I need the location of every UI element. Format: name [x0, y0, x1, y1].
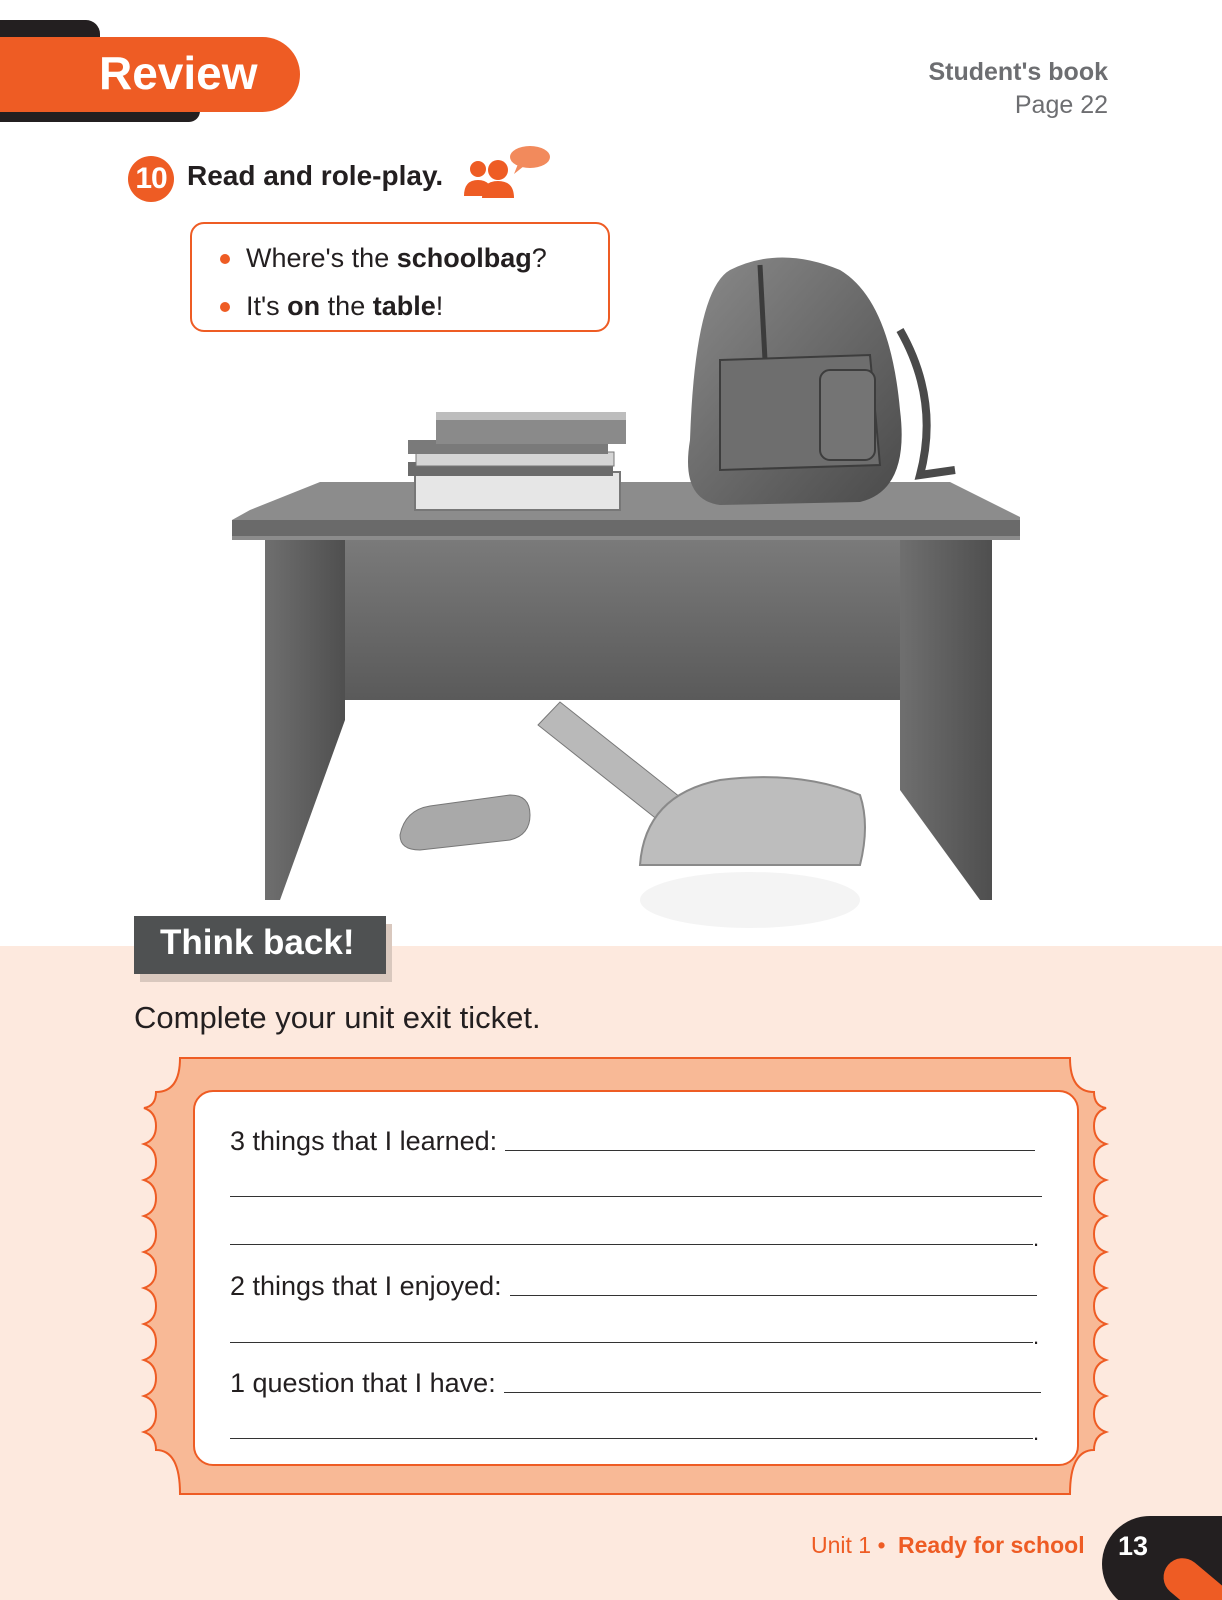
classroom-objects-photo: [220, 250, 1020, 970]
role-play-icon: [462, 144, 552, 200]
schoolbag: [688, 258, 955, 506]
ticket-row-enjoyed: [230, 1271, 1037, 1302]
answer-line-enjoyed-1[interactable]: [510, 1294, 1037, 1296]
book-label: Student's book: [928, 58, 1108, 86]
section-title: Review: [99, 47, 258, 99]
think-back-instruction: Complete your unit exit ticket.: [134, 1000, 541, 1035]
prompt-question: 1 question that I have:: [230, 1368, 496, 1398]
answer-line-question-1[interactable]: [504, 1391, 1041, 1393]
books: [408, 412, 626, 510]
footer-unit: Unit 1 •: [811, 1532, 886, 1558]
think-back-heading: Think back!: [134, 916, 386, 974]
footer-unit-title: Ready for school: [898, 1532, 1085, 1558]
end-mark: .: [1033, 1324, 1040, 1349]
dialogue-question: Where's the schoolbag?: [220, 234, 608, 282]
ticket-row-question: [230, 1368, 1041, 1399]
pencil-case: [640, 777, 865, 928]
activity-number: 10: [128, 156, 174, 202]
book-reference: [928, 56, 1108, 122]
page-number: 13: [1118, 1531, 1149, 1561]
dialogue-answer: It's on the table!: [220, 282, 608, 330]
answer-line-learned-1[interactable]: [505, 1149, 1035, 1151]
prompt-learned: 3 things that I learned:: [230, 1126, 498, 1156]
answer-line-question-2[interactable]: [230, 1438, 1033, 1439]
eraser: [400, 795, 530, 850]
table: [232, 482, 1020, 900]
ticket-row-learned: [230, 1126, 1035, 1157]
prompt-enjoyed: 2 things that I enjoyed:: [230, 1271, 502, 1301]
book-page: Page 22: [1014, 91, 1108, 119]
activity-instruction: Read and role-play.: [187, 160, 444, 191]
answer-line-learned-3[interactable]: [230, 1244, 1033, 1245]
end-mark: .: [1033, 1420, 1040, 1445]
answer-line-learned-2[interactable]: [230, 1196, 1042, 1197]
end-mark: .: [1033, 1226, 1040, 1251]
answer-line-enjoyed-2[interactable]: [230, 1342, 1033, 1343]
